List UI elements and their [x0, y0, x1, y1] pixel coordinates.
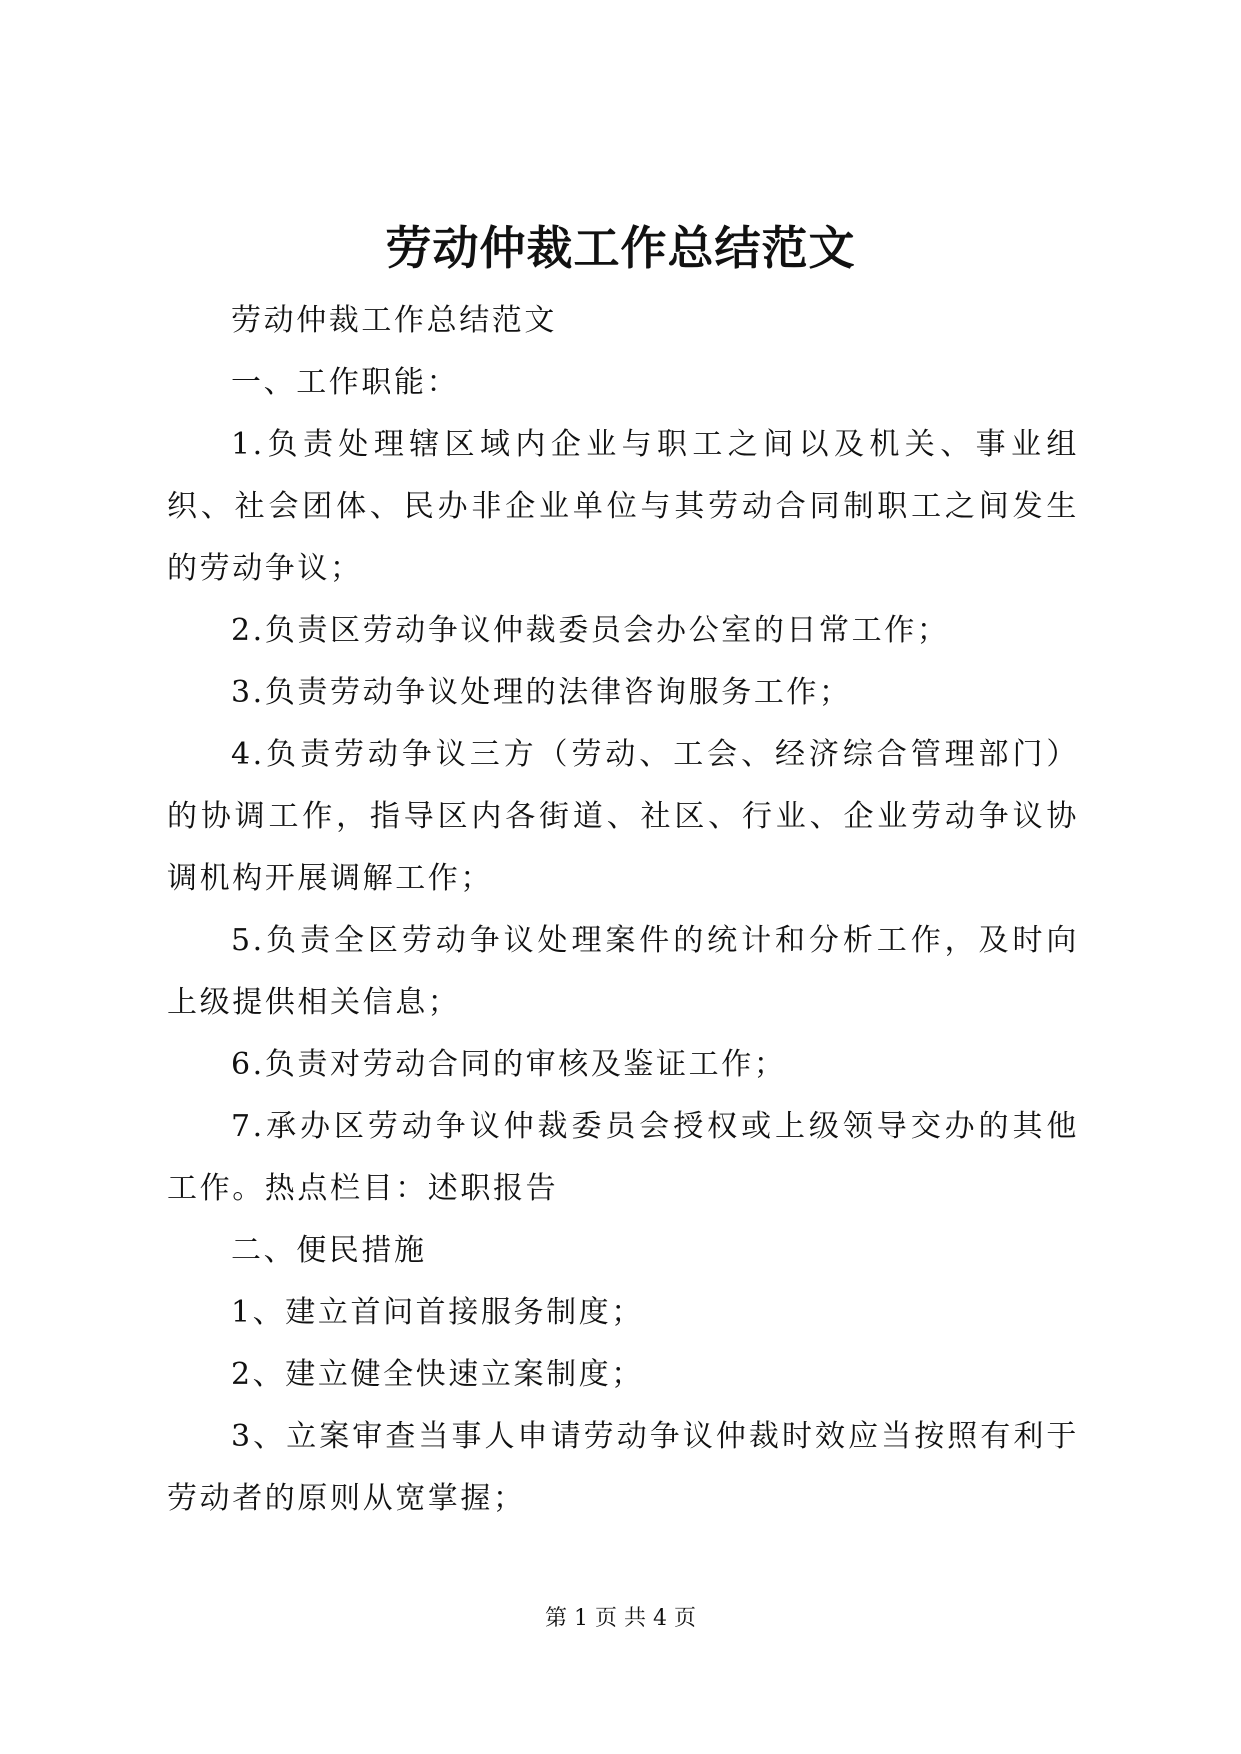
paragraph: 劳动仲裁工作总结范文 — [231, 303, 557, 338]
paragraph: 2、建立健全快速立案制度； — [231, 1357, 644, 1392]
page-number-footer: 第 1 页 共 4 页 — [545, 1606, 696, 1631]
paragraph: 1.负责处理辖区域内企业与职工之间以及机关、事业组织、社会团体、民办非企业单位与其劳动合同制职工之间发生的劳动争议； — [167, 427, 1079, 586]
paragraph: 二、便民措施 — [231, 1233, 427, 1268]
paragraph: 5.负责全区劳动争议处理案件的统计和分析工作，及时向上级提供相关信息； — [167, 923, 1079, 1020]
paragraph: 6.负责对劳动合同的审核及鉴证工作； — [231, 1047, 787, 1082]
paragraph: 7.承办区劳动争议仲裁委员会授权或上级领导交办的其他工作。热点栏目：述职报告 — [167, 1109, 1079, 1206]
document-title: 劳动仲裁工作总结范文 — [385, 221, 856, 275]
paragraph: 3、立案审查当事人申请劳动争议仲裁时效应当按照有利于劳动者的原则从宽掌握； — [167, 1419, 1079, 1516]
document-body — [167, 290, 1079, 1530]
paragraph: 一、工作职能： — [231, 365, 460, 400]
paragraph: 3.负责劳动争议处理的法律咨询服务工作； — [231, 675, 852, 710]
paragraph: 2.负责区劳动争议仲裁委员会办公室的日常工作； — [231, 613, 950, 648]
paragraph: 4.负责劳动争议三方（劳动、工会、经济综合管理部门）的协调工作，指导区内各街道、社区、行业、企业劳动争议协调机构开展调解工作； — [167, 737, 1079, 896]
paragraph: 1、建立首问首接服务制度； — [231, 1295, 644, 1330]
